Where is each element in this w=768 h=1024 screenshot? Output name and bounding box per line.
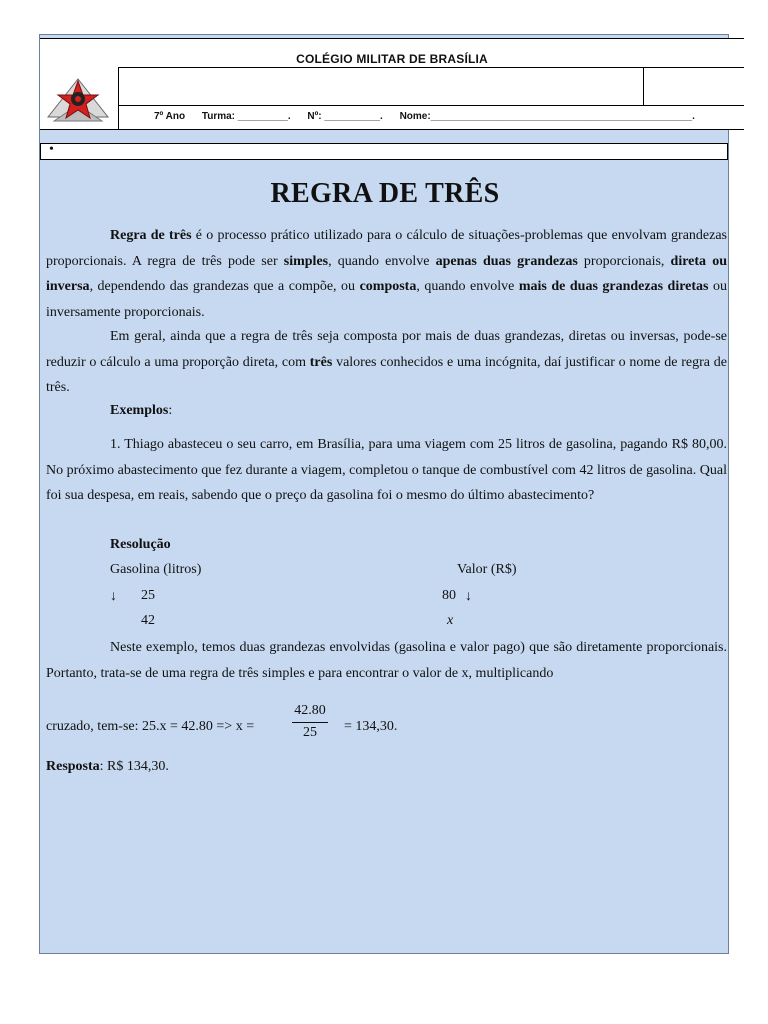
fraction-bar: [292, 722, 328, 723]
text-span: é o processo prático utilizado para o cálculo de situações-problemas que envolvam grandezas proporcionais. A regra de três pode ser: [46, 228, 728, 269]
header-divider: [118, 67, 119, 129]
fraction-numerator: 42.80: [294, 703, 326, 718]
term-direta-inversa: direta ou inversa: [46, 253, 727, 294]
term-simples: simples: [283, 253, 329, 269]
text-span: 1. Thiago abasteceu o seu carro, em Brasília, para uma viagem com 25 litros de gasolina, pagando R$ 80,00. No próximo abastecimento que fez durante a viagem, completou o tanque de combustível com 42 litros de gasolina. Qual foi sua despesa, em reais, sabendo que o preço da gasolina foi o mesmo do último abastecimento?: [46, 437, 727, 503]
student-info-line: [154, 111, 709, 122]
text-span: Em geral, ainda que a regra de três seja composta por mais de duas grandezas, diretas ou inversas, pode-se reduzir o cálculo a uma proporção direta, com: [46, 329, 727, 370]
calculation-result: = 134,30.: [344, 719, 398, 734]
term-apenas-duas: apenas duas grandezas: [435, 253, 578, 269]
header-rule: [118, 67, 744, 68]
gasoline-value-2: 42: [141, 613, 155, 628]
bullet-mark: •: [49, 142, 54, 157]
explanation-paragraph: [46, 635, 727, 686]
answer-value: : R$ 134,30.: [99, 759, 169, 774]
fraction: [292, 703, 328, 741]
term-composta: composta: [359, 279, 417, 294]
name-field: Nome:_______________________________________________.: [399, 111, 695, 122]
text-span: , quando envolve: [416, 279, 519, 294]
turma-field: Turma: _________.: [201, 111, 291, 122]
resolution-heading: [110, 537, 171, 553]
term-regra-de-tres: Regra de três: [110, 228, 192, 243]
down-arrow-icon: ↓: [110, 589, 117, 604]
examples-label: Exemplos: [110, 403, 169, 418]
school-crest-icon: [46, 75, 110, 125]
grade-label: 7º Ano: [154, 111, 186, 122]
price-value-1: 80: [442, 588, 456, 603]
text-span: :: [168, 403, 173, 418]
page-title: REGRA DE TRÊS: [270, 178, 500, 209]
down-arrow-icon: ↓: [465, 589, 472, 604]
text-span: , quando envolve: [328, 253, 436, 269]
bullet-row: [40, 143, 728, 160]
text-span: valores conhecidos e uma incógnita, daí justificar o nome de regra de três.: [46, 354, 728, 395]
gasoline-value-1: 25: [141, 588, 155, 603]
examples-heading: [110, 403, 172, 419]
text-span: proporcionais,: [577, 253, 671, 269]
school-header: [40, 38, 744, 130]
text-span: Neste exemplo, temos duas grandezas envolvidas (gasolina e valor pago) que são diretamente proporcionais. Portanto, trata-se de uma regra de três simples e para encontrar o valor de x, multiplicando: [46, 640, 727, 681]
term-mais-de-duas: mais de duas grandezas diretas: [518, 279, 709, 294]
second-paragraph: [46, 324, 727, 401]
resolution-label: Resolução: [110, 537, 171, 552]
calculation-prefix: cruzado, tem-se: 25.x = 42.80 => x =: [46, 719, 255, 734]
fraction-denominator: 25: [303, 725, 317, 740]
answer-label: Resposta: [46, 759, 100, 774]
header-rule: [118, 105, 744, 106]
number-field: Nº: __________.: [307, 111, 383, 122]
text-span: ou inversamente proporcionais.: [46, 279, 728, 320]
intro-paragraph: [46, 223, 727, 325]
column-header-value: Valor (R$): [457, 562, 517, 577]
answer-line: [46, 759, 169, 775]
unknown-x: x: [447, 613, 454, 628]
column-header-gasoline: Gasolina (litros): [110, 562, 202, 577]
term-tres: três: [309, 354, 333, 370]
example-1-statement: [46, 432, 727, 509]
text-span: , dependendo das grandezas que a compõe, ou: [89, 279, 360, 294]
school-name: COLÉGIO MILITAR DE BRASÍLIA: [296, 52, 488, 66]
header-divider: [643, 67, 644, 105]
